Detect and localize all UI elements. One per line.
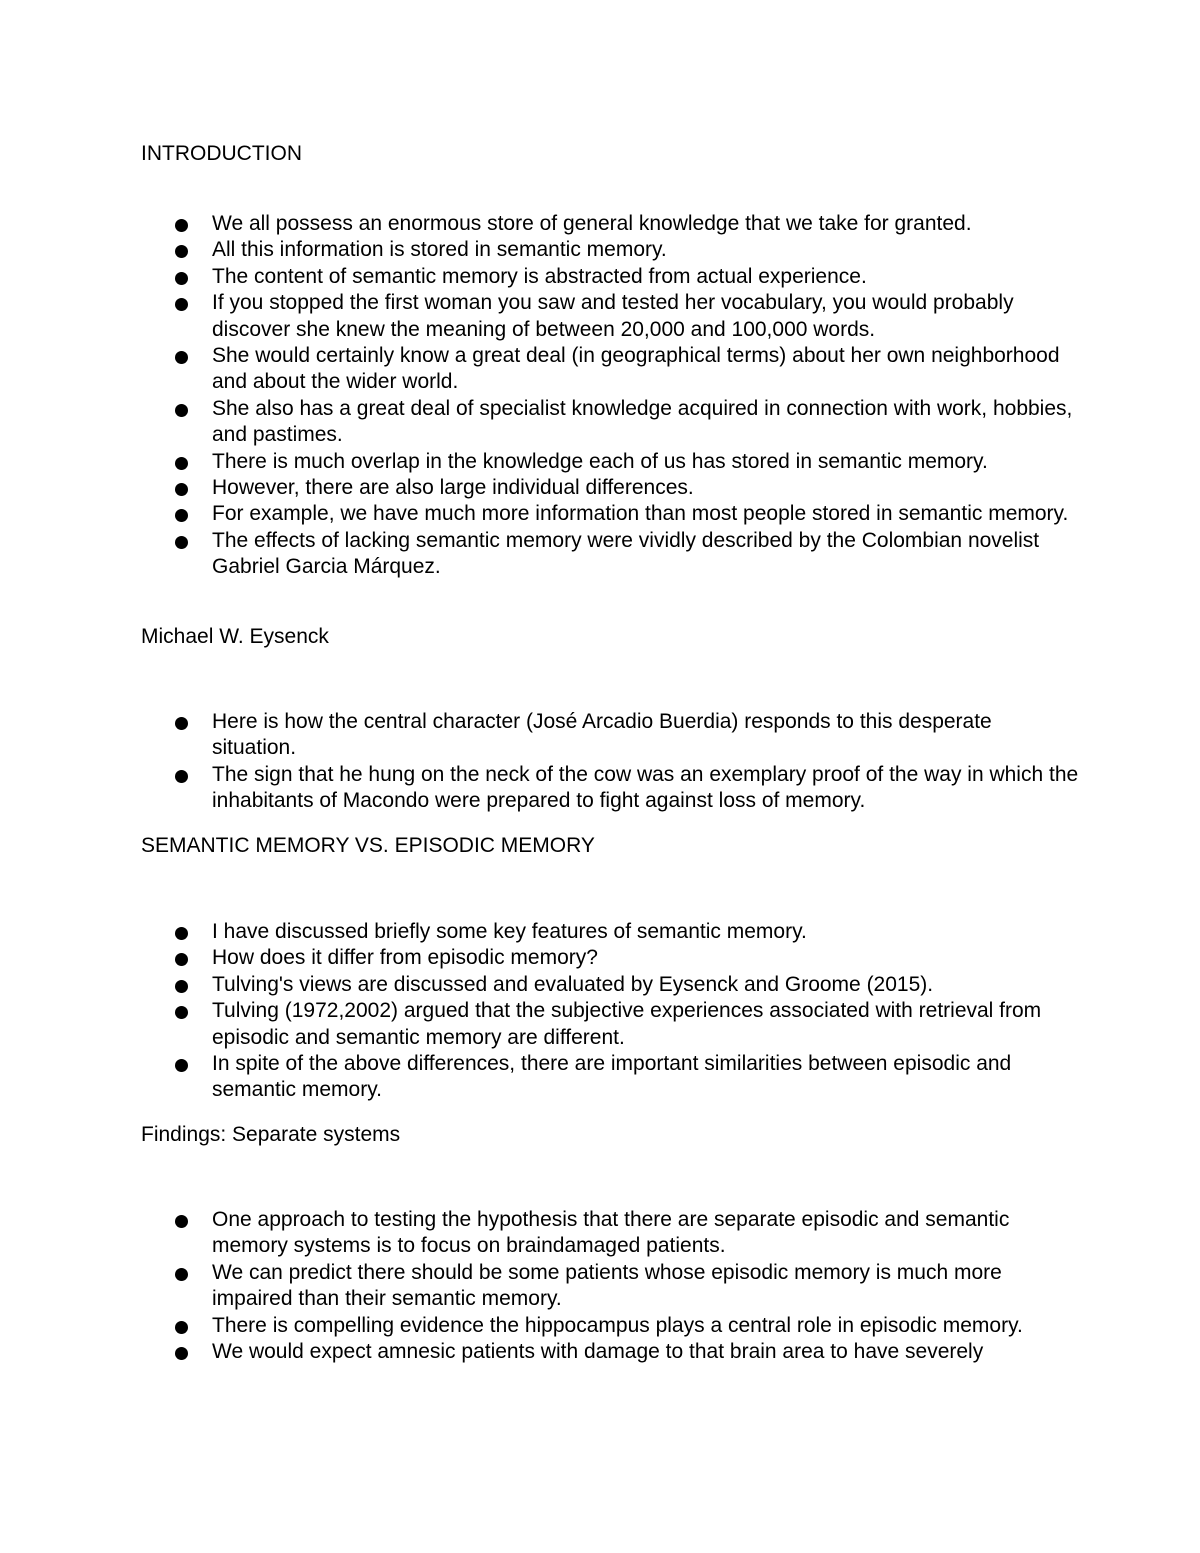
list-item: She would certainly know a great deal (in geographical terms) about her own neighborhood and about the wider world. xyxy=(0,343,1200,396)
section-heading-author: Michael W. Eysenck xyxy=(141,625,329,648)
list-item: Tulving (1972,2002) argued that the subjective experiences associated with retrieval from episodic and semantic memory are different. xyxy=(0,998,1200,1051)
list-item: How does it differ from episodic memory? xyxy=(0,945,1200,971)
section-heading-findings: Findings: Separate systems xyxy=(141,1123,401,1146)
list-item: The sign that he hung on the neck of the cow was an exemplary proof of the way in which the inhabitants of Macondo were prepared to fight against loss of memory. xyxy=(0,762,1200,815)
list-item: All this information is stored in semantic memory. xyxy=(0,237,1200,263)
list-item: She also has a great deal of specialist knowledge acquired in connection with work, hobbies, and pastimes. xyxy=(0,396,1200,449)
list-item: Tulving's views are discussed and evaluated by Eysenck and Groome (2015). xyxy=(0,972,1200,998)
section-heading-semantic-vs-episodic: SEMANTIC MEMORY VS. EPISODIC MEMORY xyxy=(141,834,595,857)
bullet-list-introduction xyxy=(0,211,1200,581)
list-item: I have discussed briefly some key features of semantic memory. xyxy=(0,919,1200,945)
list-item: There is compelling evidence the hippocampus plays a central role in episodic memory. xyxy=(0,1313,1200,1339)
list-item: For example, we have much more information than most people stored in semantic memory. xyxy=(0,501,1200,527)
section-heading-introduction: INTRODUCTION xyxy=(141,142,302,165)
list-item: One approach to testing the hypothesis that there are separate episodic and semantic memory systems is to focus on braindamaged patients. xyxy=(0,1207,1200,1260)
list-item: The content of semantic memory is abstracted from actual experience. xyxy=(0,264,1200,290)
list-item: We would expect amnesic patients with damage to that brain area to have severely xyxy=(0,1339,1200,1365)
list-item: We can predict there should be some patients whose episodic memory is much more impaired than their semantic memory. xyxy=(0,1260,1200,1313)
bullet-list-author xyxy=(0,709,1200,815)
list-item: However, there are also large individual differences. xyxy=(0,475,1200,501)
list-item: The effects of lacking semantic memory were vividly described by the Colombian novelist Gabriel Garcia Márquez. xyxy=(0,528,1200,581)
list-item: Here is how the central character (José Arcadio Buerdia) responds to this desperate situation. xyxy=(0,709,1200,762)
list-item: In spite of the above differences, there are important similarities between episodic and semantic memory. xyxy=(0,1051,1200,1104)
list-item: If you stopped the first woman you saw and tested her vocabulary, you would probably discover she knew the meaning of between 20,000 and 100,000 words. xyxy=(0,290,1200,343)
list-item: We all possess an enormous store of general knowledge that we take for granted. xyxy=(0,211,1200,237)
bullet-list-semantic-vs-episodic xyxy=(0,919,1200,1104)
list-item: There is much overlap in the knowledge each of us has stored in semantic memory. xyxy=(0,449,1200,475)
bullet-list-findings xyxy=(0,1207,1200,1365)
